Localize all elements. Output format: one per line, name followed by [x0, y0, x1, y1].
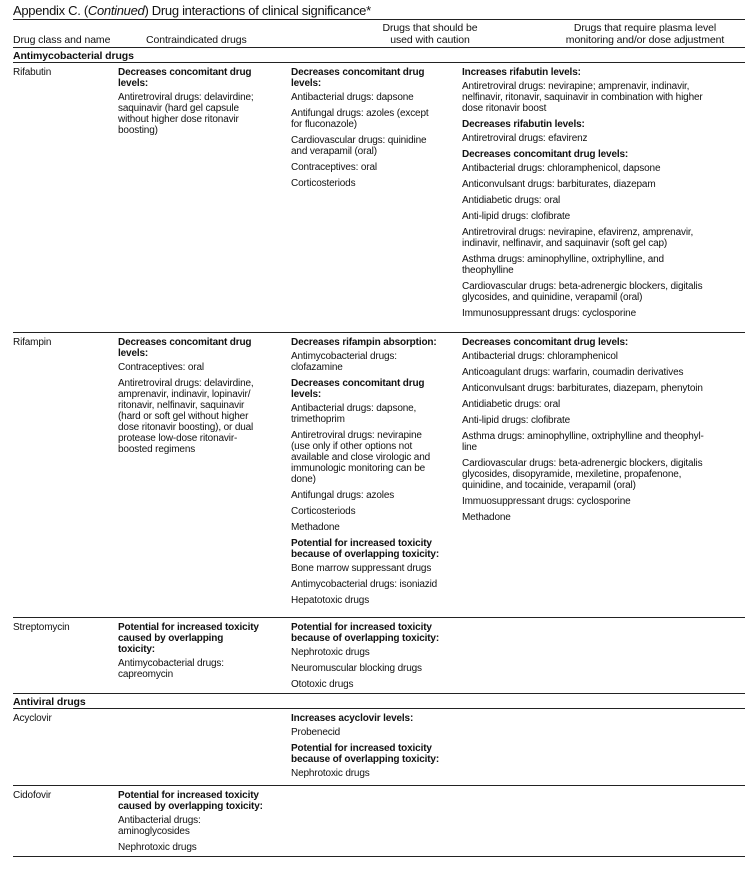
interaction-heading: Decreases concomitant drug levels:	[291, 67, 425, 89]
interaction-heading: Decreases concomitant drug levels:	[462, 149, 629, 160]
row-rule	[13, 856, 745, 857]
interaction-heading: Potential for increased toxicity caused by overlapping toxicity:	[118, 790, 263, 812]
row-rule	[13, 617, 745, 618]
interaction-item: Antiretroviral drugs: delavirdine; saquinavir (hard gel capsule without higher dose ritonavir boosting)	[118, 92, 254, 136]
interaction-item: Antifungal drugs: azoles (except for fluconazole)	[291, 108, 429, 130]
monitoring-cell	[462, 67, 747, 324]
interaction-item: Nephrotoxic drugs	[291, 647, 370, 658]
contraindicated-cell	[118, 622, 288, 685]
title-suffix: ) Drug interactions of clinical significance*	[144, 3, 371, 18]
interaction-item: Probenecid	[291, 727, 341, 738]
interaction-item: Bone marrow suppressant drugs	[291, 563, 432, 574]
section-rule	[13, 62, 745, 63]
drug-name: Streptomycin	[13, 622, 70, 633]
top-rule	[13, 19, 745, 20]
interaction-item: Immunosuppressant drugs: cyclosporine	[462, 308, 636, 319]
section-heading: Antimycobacterial drugs	[13, 50, 134, 62]
interaction-item: Methadone	[462, 512, 511, 523]
interaction-heading: Decreases concomitant drug levels:	[118, 337, 252, 359]
header-caution: Drugs that should be used with caution	[382, 22, 478, 46]
interaction-item: Anti-lipid drugs: clofibrate	[462, 415, 571, 426]
interaction-item: Antimycobacterial drugs: isoniazid	[291, 579, 438, 590]
contraindicated-cell	[118, 790, 288, 858]
interaction-heading: Potential for increased toxicity because of overlapping toxicity:	[291, 538, 440, 560]
interaction-item: Antidiabetic drugs: oral	[462, 399, 561, 410]
interaction-heading: Increases acyclovir levels:	[291, 713, 414, 724]
interaction-heading: Decreases rifampin absorption:	[291, 337, 437, 348]
header-drug-class: Drug class and name	[13, 34, 111, 46]
interaction-item: Anticonvulsant drugs: barbiturates, diazepam, phenytoin	[462, 383, 703, 394]
drug-name: Rifampin	[13, 337, 52, 348]
interaction-item: Antimycobacterial drugs: clofazamine	[291, 351, 397, 373]
interaction-item: Anticonvulsant drugs: barbiturates, diazepam	[462, 179, 656, 190]
row-rule	[13, 693, 745, 694]
interaction-item: Immuosuppressant drugs: cyclosporine	[462, 496, 631, 507]
interaction-item: Anti-lipid drugs: clofibrate	[462, 211, 571, 222]
interaction-item: Antiretroviral drugs: delavirdine, amprenavir, indinavir, lopinavir/ ritonavir, nelfinavir, saquinavir (hard or soft gel without higher dose ritonavir boosting), or dual protease low-dose ritonavir- boosted regimens	[118, 378, 254, 455]
interaction-heading: Increases rifabutin levels:	[462, 67, 581, 78]
interaction-heading: Decreases concomitant drug levels:	[118, 67, 252, 89]
interaction-heading: Potential for increased toxicity caused by overlapping toxicity:	[118, 622, 259, 655]
title-continued: Continued	[87, 3, 145, 18]
interaction-item: Nephrotoxic drugs	[118, 842, 197, 853]
interaction-item: Antifungal drugs: azoles	[291, 490, 395, 501]
contraindicated-cell	[118, 67, 288, 141]
interaction-item: Antibacterial drugs: chloramphenicol, dapsone	[462, 163, 661, 174]
interaction-item: Contraceptives: oral	[118, 362, 204, 373]
caution-cell	[291, 622, 459, 695]
caution-cell	[291, 713, 459, 784]
interaction-item: Nephrotoxic drugs	[291, 768, 370, 779]
page-title	[13, 3, 371, 18]
interaction-item: Antibacterial drugs: aminoglycosides	[118, 815, 201, 837]
interaction-heading: Decreases rifabutin levels:	[462, 119, 585, 130]
interaction-item: Antimycobacterial drugs: capreomycin	[118, 658, 224, 680]
section-heading: Antiviral drugs	[13, 696, 86, 708]
caution-cell	[291, 67, 459, 194]
interaction-item: Antiretroviral drugs: nevirapine, efavirenz, amprenavir, indinavir, nelfinavir, and saquinavir (soft gel cap)	[462, 227, 694, 249]
interaction-item: Hepatotoxic drugs	[291, 595, 370, 606]
interaction-item: Antiretroviral drugs: nevirapine; amprenavir, indinavir, nelfinavir, ritonavir, saquinavir in combination with higher dose ritonavir boost	[462, 81, 703, 114]
contraindicated-cell	[118, 337, 288, 460]
interaction-item: Neuromuscular blocking drugs	[291, 663, 422, 674]
interaction-item: Asthma drugs: aminophylline, oxtriphylline, and theophylline	[462, 254, 664, 276]
interaction-item: Anticoagulant drugs: warfarin, coumadin derivatives	[462, 367, 684, 378]
row-rule	[13, 785, 745, 786]
header-rule	[13, 47, 745, 48]
row-rule	[13, 332, 745, 333]
header-monitoring: Drugs that require plasma level monitoring and/or dose adjustment	[565, 22, 725, 46]
interaction-heading: Decreases concomitant drug levels:	[462, 337, 629, 348]
monitoring-cell	[462, 337, 747, 528]
interaction-item: Asthma drugs: aminophylline, oxtriphylline and theophyl- line	[462, 431, 704, 453]
interaction-item: Contraceptives: oral	[291, 162, 377, 173]
interaction-heading: Potential for increased toxicity because of overlapping toxicity:	[291, 622, 440, 644]
drug-name: Cidofovir	[13, 790, 52, 801]
interaction-item: Cardiovascular drugs: beta-adrenergic blockers, digitalis glycosides, disopyramide, mexiletine, propafenone, quinidine, and tocainide, verapamil (oral)	[462, 458, 703, 491]
interaction-item: Cardiovascular drugs: beta-adrenergic blockers, digitalis glycosides, and quinidine, verapamil (oral)	[462, 281, 703, 303]
interaction-item: Antiretroviral drugs: efavirenz	[462, 133, 588, 144]
drug-name: Rifabutin	[13, 67, 52, 78]
drug-name: Acyclovir	[13, 713, 52, 724]
header-contraindicated: Contraindicated drugs	[146, 34, 247, 46]
interaction-heading: Decreases concomitant drug levels:	[291, 378, 425, 400]
interaction-item: Corticosteriods	[291, 506, 356, 517]
interaction-item: Antibacterial drugs: dapsone	[291, 92, 414, 103]
interaction-item: Antiretroviral drugs: nevirapine (use only if other options not available and close virologic and immunologic monitoring can be done)	[291, 430, 431, 485]
interaction-item: Antidiabetic drugs: oral	[462, 195, 561, 206]
interaction-item: Antibacterial drugs: dapsone, trimethoprim	[291, 403, 417, 425]
section-rule	[13, 708, 745, 709]
title-prefix: Appendix C. (	[13, 3, 88, 18]
interaction-item: Methadone	[291, 522, 340, 533]
interaction-item: Corticosteriods	[291, 178, 356, 189]
interaction-item: Antibacterial drugs: chloramphenicol	[462, 351, 618, 362]
interaction-item: Cardiovascular drugs: quinidine and verapamil (oral)	[291, 135, 427, 157]
interaction-heading: Potential for increased toxicity because of overlapping toxicity:	[291, 743, 440, 765]
interaction-item: Ototoxic drugs	[291, 679, 354, 690]
caution-cell	[291, 337, 459, 611]
